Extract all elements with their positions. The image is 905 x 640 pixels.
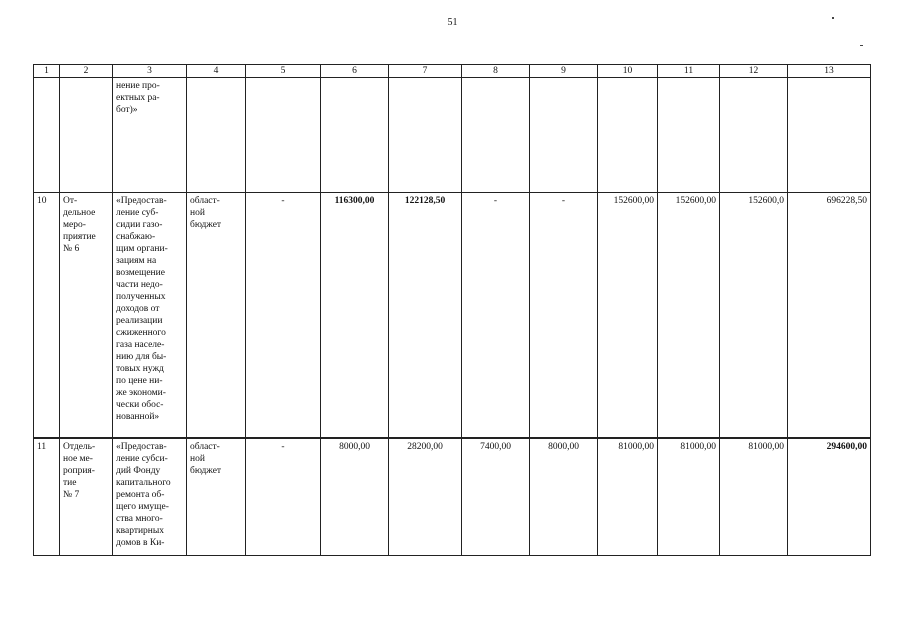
- row-number-cell: 11: [34, 438, 60, 556]
- column-header: 3: [113, 65, 187, 78]
- column-header: 13: [788, 65, 871, 78]
- column-header: 8: [462, 65, 530, 78]
- value-cell: -: [462, 193, 530, 439]
- column-header: 12: [720, 65, 788, 78]
- value-cell: 81000,00: [658, 438, 720, 556]
- table-row: [34, 193, 871, 439]
- value-cell: 28200,00: [389, 438, 462, 556]
- column-number-row: [34, 65, 871, 78]
- total-cell: 696228,50: [788, 193, 871, 439]
- column-header: 10: [598, 65, 658, 78]
- column-header: 7: [389, 65, 462, 78]
- value-cell: 81000,00: [720, 438, 788, 556]
- table-row: [34, 78, 871, 193]
- column-header: 4: [187, 65, 246, 78]
- column-header: 11: [658, 65, 720, 78]
- value-cell: 116300,00: [321, 193, 389, 439]
- value-cell: 122128,50: [389, 193, 462, 439]
- row-number-cell: 10: [34, 193, 60, 439]
- description-cell: нение про- ектных ра- бот)»: [113, 78, 187, 193]
- table-row: [34, 438, 871, 556]
- column-header: 5: [246, 65, 321, 78]
- value-cell: 152600,0: [720, 193, 788, 439]
- value-cell: 152600,00: [598, 193, 658, 439]
- value-cell: 7400,00: [462, 438, 530, 556]
- event-cell: Отдель- ное ме- роприя- тие № 7: [60, 438, 113, 556]
- source-cell: област- ной бюджет: [187, 438, 246, 556]
- column-header: 6: [321, 65, 389, 78]
- scan-speck: [832, 17, 834, 19]
- budget-table: [33, 64, 871, 556]
- column-header: 9: [530, 65, 598, 78]
- source-cell: област- ной бюджет: [187, 193, 246, 439]
- description-cell: «Предостав- ление суб- сидии газо- снабжаю- щим органи- зациям на возмещение части недо- полученных доходов от реализации сжиженного газа населе- нию для бы- товых нужд по цене ни- же экономи- чески обос- нованной»: [113, 193, 187, 439]
- total-cell: 294600,00: [788, 438, 871, 556]
- value-cell: 8000,00: [321, 438, 389, 556]
- column-header: 2: [60, 65, 113, 78]
- page-number: 51: [447, 17, 458, 28]
- value-cell: -: [246, 438, 321, 556]
- value-cell: 81000,00: [598, 438, 658, 556]
- column-header: 1: [34, 65, 60, 78]
- value-cell: -: [246, 193, 321, 439]
- value-cell: -: [530, 193, 598, 439]
- scan-speck: [860, 45, 863, 46]
- value-cell: 152600,00: [658, 193, 720, 439]
- description-cell: «Предостав- ление субси- дий Фонду капитального ремонта об- щего имуще- ства много- квартирных домов в Ки-: [113, 438, 187, 556]
- value-cell: 8000,00: [530, 438, 598, 556]
- event-cell: От- дельное меро- приятие № 6: [60, 193, 113, 439]
